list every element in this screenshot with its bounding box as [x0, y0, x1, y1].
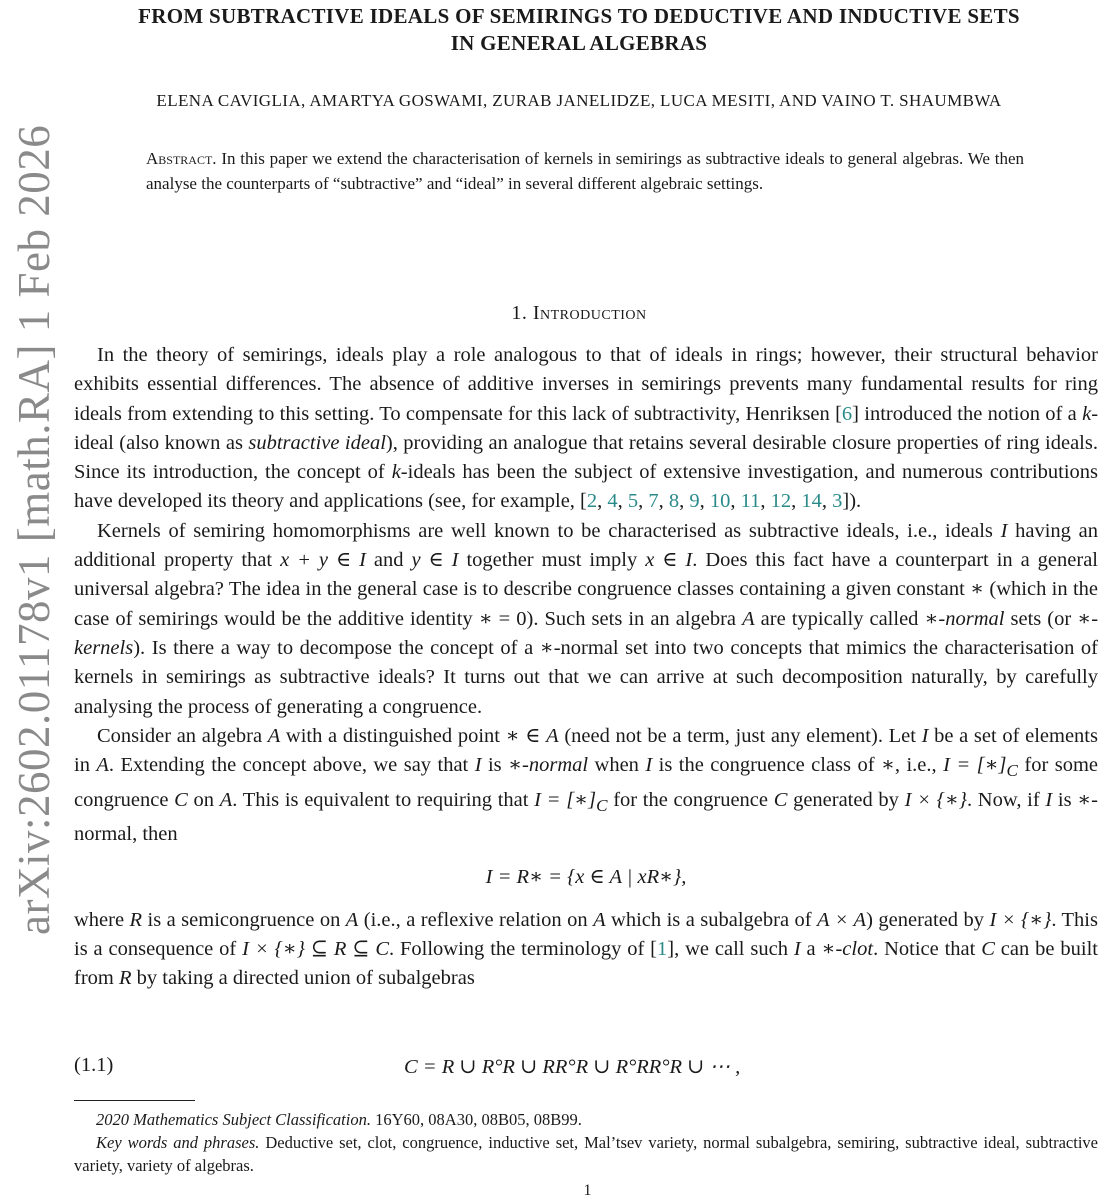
title-line-1: FROM SUBTRACTIVE IDEALS OF SEMIRINGS TO DEDUCTIVE AND INDUCTIVE SETS — [138, 4, 1020, 28]
citation-link[interactable]: 12 — [770, 490, 792, 513]
body-text — [74, 341, 1098, 993]
section-heading: 1. Introduction — [511, 302, 647, 324]
arxiv-sidebar — [0, 120, 60, 940]
paper-title — [60, 3, 1098, 57]
page-number: 1 — [583, 1182, 592, 1199]
citation-link[interactable]: 14 — [801, 490, 822, 513]
citation-link[interactable]: 8 — [668, 490, 680, 513]
footnotes — [74, 1108, 1098, 1177]
citation-link[interactable]: 2 — [586, 490, 598, 513]
paragraph-3: Consider an algebra A with a distinguished point ∗ ∈ A (need not be a term, just any element). Let I be a set of elements in A. Extending the concept above, we say that I is ∗-normal when I is the congruence class of ∗, i.e., $I = [∗]_C$ for some congruence C on A. This is equivalent to requiring that $I = [∗]_C$ for the congruence C generated by I × {∗}. Now, if I is ∗-normal, then — [74, 724, 1098, 845]
citation-link[interactable]: 9 — [689, 490, 700, 513]
equation-body: C = R ∪ R°R ∪ RR°R ∪ R°RR°R ∪ ⋯ , — [404, 1056, 741, 1078]
citation-link[interactable]: 3 — [832, 490, 843, 513]
paragraph-1: In the theory of semirings, ideals play a role analogous to that of ideals in rings; however, their structural behavior exhibits essential differences. The absence of additive inverses in semirings prevents many fundamental results for ring ideals from extending to this setting. To compensate for this lack of subtractivity, Henriksen [6] introduced the notion of a k-ideal (also known as subtractive ideal), providing an analogue that retains several desirable closure properties of ring ideals. Since its introduction, the concept of k-ideals has been the subject of extensive investigation, and numerous contributions have developed its theory and applications (see, for example, [2, 4, 5, 7, 8, 9, 10, 11, 12, 14, 3]). — [74, 344, 1098, 513]
citation-link[interactable]: 7 — [648, 490, 659, 513]
arxiv-identifier: arXiv:2602.01178v1 [math.RA] 1 Feb 2026 — [9, 124, 59, 935]
abstract — [146, 147, 1024, 196]
abstract-label: Abstract. — [146, 149, 217, 168]
footnote-msc: 2020 Mathematics Subject Classification. 16Y60, 08A30, 08B05, 08B99. — [96, 1110, 582, 1129]
citation-link[interactable]: 5 — [627, 490, 639, 513]
paragraph-2: Kernels of semiring homomorphisms are well known to be characterised as subtractive ideals, i.e., ideals I having an additional property that x + y ∈ I and y ∈ I together must imply x ∈ I. Does this fact have a counterpart in a general universal algebra? The idea in the general case is to describe congruence classes containing a given constant ∗ (which in the case of semirings would be the additive identity ∗ = 0). Such sets in an algebra A are typically called ∗-normal sets (or ∗-kernels). Is there a way to decompose the concept of a ∗-normal set into two concepts that mimics the characterisation of kernels in semirings as subtractive ideals? It turns out that we can arrive at such decomposition naturally, by carefully analysing the process of generating a congruence. — [74, 519, 1098, 718]
citation-link[interactable]: 6 — [841, 402, 853, 425]
title-line-2: IN GENERAL ALGEBRAS — [450, 31, 708, 55]
authors: ELENA CAVIGLIA, AMARTYA GOSWAMI, ZURAB JANELIDZE, LUCA MESITI, AND VAINO T. SHAUMBWA — [156, 91, 1002, 110]
footnote-keywords: Key words and phrases. Deductive set, clot, congruence, inductive set, Mal’tsev variety, normal subalgebra, semiring, subtractive ideal, subtractive variety, variety of algebras. — [74, 1133, 1098, 1175]
citation-link[interactable]: 4 — [607, 490, 618, 513]
abstract-text: In this paper we extend the characterisation of kernels in semirings as subtractive ideals to general algebras. We then analyse the counterparts of “subtractive” and “ideal” in several different algebraic settings. — [146, 149, 1024, 193]
equation-number: (1.1) — [74, 1054, 114, 1076]
footnote-divider — [74, 1100, 195, 1101]
citation-link[interactable]: 11 — [740, 490, 761, 513]
paragraph-4: where R is a semicongruence on A (i.e., a reflexive relation on A which is a subalgebra of A × A) generated by I × {∗}. This is a consequence of I × {∗} ⊆ R ⊆ C. Following the terminology of [1], we call such I a ∗-clot. Notice that C can be built from R by taking a directed union of subalgebras — [74, 908, 1098, 990]
citation-link[interactable]: 1 — [657, 937, 668, 960]
citation-link[interactable]: 10 — [709, 490, 731, 513]
display-equation: I = R∗ = {x ∈ A | xR∗}, — [485, 866, 687, 889]
